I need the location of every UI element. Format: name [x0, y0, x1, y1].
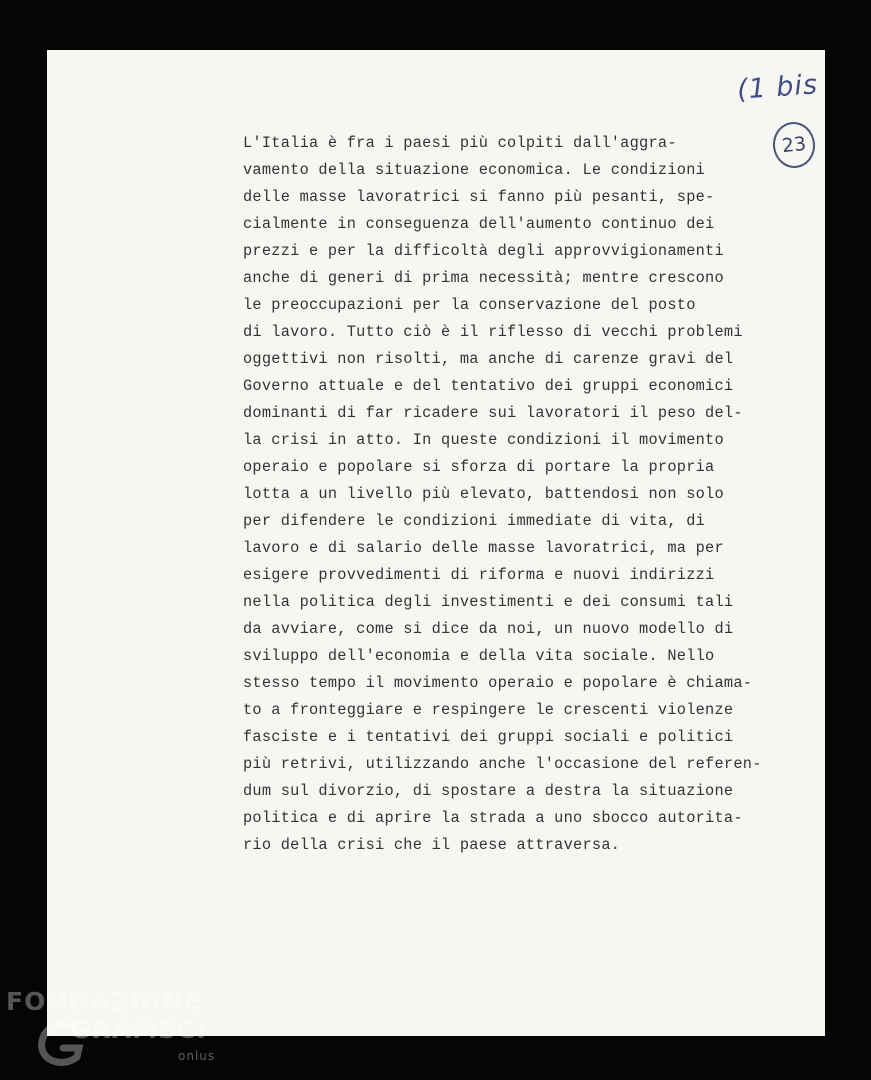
- typed-line: le preoccupazioni per la conservazione del posto: [243, 296, 696, 314]
- typed-line: più retrivi, utilizzando anche l'occasione del referen-: [243, 755, 762, 773]
- watermark-line2: GRAMSCI: [70, 1015, 207, 1044]
- typed-line: nella politica degli investimenti e dei consumi tali: [243, 593, 734, 611]
- typed-line: lavoro e di salario delle masse lavoratrici, ma per: [243, 539, 724, 557]
- typed-line: lotta a un livello più elevato, battendosi non solo: [243, 485, 724, 503]
- typed-line: anche di generi di prima necessità; mentre crescono: [243, 269, 724, 287]
- typed-line: la crisi in atto. In queste condizioni il movimento: [243, 431, 724, 449]
- typed-line: to a fronteggiare e respingere le crescenti violenze: [243, 701, 734, 719]
- typed-line: Governo attuale e del tentativo dei gruppi economici: [243, 377, 734, 395]
- typed-line: sviluppo dell'economia e della vita sociale. Nello: [243, 647, 715, 665]
- handwritten-note: (1 bis: [736, 69, 819, 106]
- typed-line: dum sul divorzio, di spostare a destra la situazione: [243, 782, 734, 800]
- typed-line: esigere provvedimenti di riforma e nuovi indirizzi: [243, 566, 715, 584]
- typed-line: rio della crisi che il paese attraversa.: [243, 836, 621, 854]
- typed-line: per difendere le condizioni immediate di vita, di: [243, 512, 706, 530]
- typed-line: vamento della situazione economica. Le condizioni: [243, 161, 706, 179]
- typed-line: dominanti di far ricadere sui lavoratori il peso del-: [243, 404, 743, 422]
- typed-line: cialmente in conseguenza dell'aumento continuo dei: [243, 215, 715, 233]
- typed-line: da avviare, come si dice da noi, un nuovo modello di: [243, 620, 734, 638]
- typed-line: politica e di aprire la strada a uno sbocco autorita-: [243, 809, 743, 827]
- watermark-line3: onlus: [178, 1049, 216, 1063]
- typed-line: prezzi e per la difficoltà degli approvvigionamenti: [243, 242, 724, 260]
- typed-line: oggettivi non risolti, ma anche di carenze gravi del: [243, 350, 734, 368]
- typed-line: fasciste e i tentativi dei gruppi sociali e politici: [243, 728, 734, 746]
- fondazione-gramsci-watermark: [6, 987, 226, 1077]
- typed-line: operaio e popolare si sforza di portare la propria: [243, 458, 715, 476]
- watermark-line1: FONDAZIONE: [6, 987, 203, 1016]
- typed-line: di lavoro. Tutto ciò è il riflesso di vecchi problemi: [243, 323, 743, 341]
- typed-line: L'Italia è fra i paesi più colpiti dall'aggra-: [243, 134, 677, 152]
- document-page: [47, 50, 825, 1036]
- typed-line: delle masse lavoratrici si fanno più pesanti, spe-: [243, 188, 715, 206]
- circled-page-number: 23: [771, 120, 818, 170]
- typed-line: stesso tempo il movimento operaio e popolare è chiama-: [243, 674, 753, 692]
